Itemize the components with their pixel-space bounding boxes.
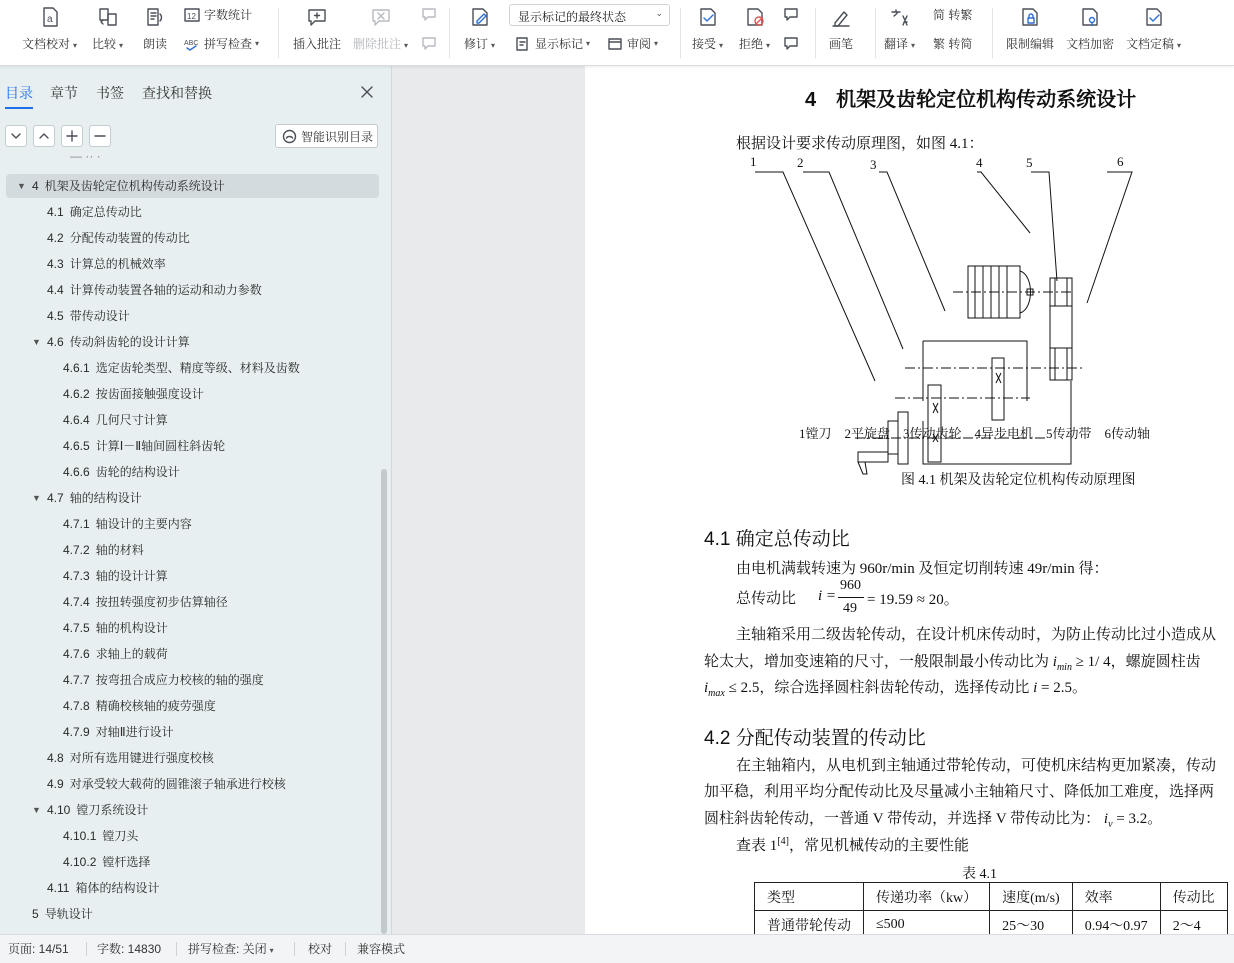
next-change-button[interactable] [783, 35, 803, 51]
toc-item-label: 传动斜齿轮的设计计算 [69, 335, 190, 349]
toc-item[interactable] [47, 331, 190, 353]
svg-text:12: 12 [187, 11, 196, 21]
toc-item[interactable] [63, 409, 168, 431]
spell-status-label: 拼写检查: 关闭 [188, 942, 267, 956]
ribbon-divider [449, 8, 450, 58]
s41-p4-text-2: = 2.5。 [1041, 680, 1087, 696]
review-icon [607, 36, 623, 52]
prev-comment-button[interactable] [421, 6, 441, 22]
toc-item[interactable] [63, 539, 144, 561]
draw-button[interactable] [829, 2, 853, 52]
ribbon-divider [680, 8, 681, 58]
s41-fraction-den: 49 [843, 601, 857, 616]
revise-icon [469, 6, 491, 28]
toc-item-number: 4.2 [47, 231, 64, 245]
toc-item-label: 带传动设计 [69, 309, 130, 323]
toc-item-label: 镗刀系统设计 [76, 803, 149, 817]
toc-item[interactable] [63, 617, 168, 639]
simplified-to-traditional-button[interactable] [933, 6, 972, 23]
s42-p4-text: 查表 1 [736, 838, 778, 854]
status-divider [294, 942, 295, 956]
chapter-title: 4 机架及齿轮定位机构传动系统设计 [805, 89, 1137, 111]
toc-item[interactable] [47, 487, 142, 509]
toc-item-number: 4.7.2 [63, 543, 90, 557]
chevron-up-icon [38, 130, 50, 142]
toc-item[interactable] [63, 669, 264, 691]
toc-item-label: 按扭转强度初步估算轴径 [95, 595, 228, 609]
delete-comment-icon [370, 6, 392, 28]
s41-p4-text: ≤ 2.5，综合选择圆柱斜齿轮传动，选择传动比 [728, 680, 1030, 696]
toc-item[interactable] [63, 513, 192, 535]
word-count-icon [184, 7, 200, 23]
toc-item-label: 轴的材料 [95, 543, 144, 557]
figure-number: 5 [1026, 155, 1033, 170]
citation-ref[interactable]: [4] [777, 836, 789, 847]
compare-label: 比较 [92, 37, 117, 51]
delete-comment-label: 删除批注 [353, 37, 402, 51]
toc-item-number: 4.8 [47, 751, 64, 765]
transmission-diagram [745, 151, 1165, 456]
table-title: 表 4.1 [962, 867, 997, 882]
toc-item-label: 精确校核轴的疲劳强度 [95, 699, 216, 713]
prev-comment-icon [421, 6, 437, 22]
accept-label: 接受 [692, 37, 717, 51]
ribbon-divider [815, 8, 816, 58]
s42-paragraph-2: 加平稳，利用平均分配传动比及尽量减小主轴箱尺寸、降低加工难度，选择两 [704, 784, 1215, 800]
toc-item-label: 轴的结构设计 [69, 491, 142, 505]
ribbon-toolbar [0, 0, 1234, 66]
toc-item[interactable] [47, 253, 166, 275]
prev-change-icon [783, 6, 799, 22]
toc-item[interactable] [63, 565, 168, 587]
word-count-button[interactable] [184, 6, 252, 23]
s41-ratio-label: 总传动比 [736, 591, 797, 607]
toc-item[interactable] [47, 201, 142, 223]
show-markup-button[interactable]: 显示标记 ▾ [515, 35, 590, 52]
toc-item-number: 4.7.5 [63, 621, 90, 635]
doc-proof-icon [39, 6, 61, 28]
accept-button[interactable]: 接受 ▾ [692, 2, 723, 52]
s42-p4-text-2: ，常见机械传动的主要性能 [788, 838, 969, 854]
toc-item-label: 计算传动装置各轴的运动和动力参数 [69, 283, 262, 297]
doc-proof-button[interactable]: a 文档校对 ▾ [22, 2, 77, 52]
toc-item[interactable] [63, 643, 168, 665]
read-aloud-label: 朗读 [143, 37, 168, 51]
page-indicator[interactable]: 页面: 14/51 [8, 942, 69, 956]
s41-p3-text: 轮太大，增加变速箱的尺寸，一般限制最小传动比为 [704, 654, 1050, 670]
read-aloud-button[interactable] [143, 2, 167, 52]
prev-change-button[interactable] [783, 6, 803, 22]
navigation-panel [0, 66, 392, 934]
markup-mode-value: 显示标记的最终状态 [518, 10, 627, 24]
toc-item-number: 4.7.8 [63, 699, 90, 713]
s42-paragraph-4 [736, 834, 969, 855]
toc-item-number: 4.1 [47, 205, 64, 219]
table-cell: 普通带轮传动 [755, 911, 864, 939]
table-cell: 0.94～0.97 [1072, 911, 1160, 939]
toc-item[interactable] [63, 825, 138, 847]
s41-ratio-symbol: i = [818, 588, 837, 604]
toc-item-label: 计算总的机械效率 [69, 257, 166, 271]
table-header-cell: 速度(m/s) [990, 883, 1073, 911]
compat-mode-status: 兼容模式 [357, 942, 406, 956]
toc-item-partial: — ·· · [70, 149, 101, 163]
performance-table [754, 882, 1228, 939]
svg-text:ABC: ABC [184, 39, 199, 47]
expand-toggle-icon[interactable]: ▼ [32, 805, 41, 815]
compare-icon [97, 6, 119, 28]
s42-paragraph-1: 在主轴箱内，从电机到主轴通过带轮传动，可使机床结构更加紧凑，传动 [736, 758, 1217, 774]
toc-item[interactable] [63, 721, 174, 743]
insert-comment-label: 插入批注 [293, 37, 342, 51]
trad-simp-label: 繁 转简 [933, 37, 973, 51]
word-count-label: 字数统计 [204, 8, 253, 22]
table-header-cell: 效率 [1072, 883, 1160, 911]
s42-p3-text-2: = 3.2。 [1116, 811, 1163, 827]
table-cell: 25～30 [990, 911, 1073, 939]
spell-check-label: 拼写检查 [204, 37, 253, 51]
doc-encrypt-button[interactable] [1066, 2, 1114, 52]
spell-check-status[interactable]: 拼写检查: 关闭 ▾ [188, 942, 274, 956]
next-comment-button[interactable] [421, 35, 441, 51]
toc-item-label: 确定总传动比 [69, 205, 142, 219]
expand-all-button[interactable] [5, 125, 27, 147]
insert-comment-button[interactable] [293, 2, 341, 52]
doc-encrypt-label: 文档加密 [1066, 37, 1115, 51]
s41-paragraph-2: 主轴箱采用二级齿轮传动，在设计机床传动时，为防止传动比过小造成从 [736, 627, 1217, 643]
figure-number: 4 [976, 155, 983, 170]
toc-item-label: 求轴上的载荷 [95, 647, 168, 661]
toc-item-label: 导轨设计 [44, 907, 93, 921]
compare-button[interactable]: 比较 ▾ [92, 2, 123, 52]
expand-toggle-icon[interactable]: ▼ [17, 181, 26, 191]
doc-finalize-label: 文档定稿 [1126, 37, 1175, 51]
restrict-edit-label: 限制编辑 [1006, 37, 1055, 51]
toc-item-number: 4.11 [47, 881, 70, 895]
reject-label: 拒绝 [739, 37, 764, 51]
document-page[interactable] [585, 66, 1234, 934]
intro-paragraph: 根据设计要求传动原理图，如图 4.1： [736, 136, 984, 152]
toc-item-number: 4.10.2 [63, 855, 97, 869]
pen-icon [830, 6, 852, 28]
toc-item-number: 4.10 [47, 803, 71, 817]
plus-icon [66, 130, 78, 142]
figure-number: 3 [870, 157, 877, 172]
toc-item-label: 对轴Ⅱ进行设计 [95, 725, 174, 739]
toc-item-number: 4.6 [47, 335, 64, 349]
demote-level-button[interactable] [89, 125, 111, 147]
toc-item[interactable] [63, 695, 216, 717]
toc-item-label: 分配传动装置的传动比 [69, 231, 190, 245]
ribbon-divider [992, 8, 993, 58]
toc-item-number: 4.6.5 [63, 439, 90, 453]
s41-paragraph-1: 由电机满载转速为 960r/min 及恒定切削转速 49r/min 得： [736, 561, 1109, 577]
toc-item-label: 对承受较大载荷的圆锥滚子轴承进行校核 [69, 777, 286, 791]
s41-paragraph-3: 轮太大，增加变速箱的尺寸，一般限制最小传动比为 $i_{min} \ge 1/$ 4，螺旋圆柱齿 [704, 654, 1201, 673]
lock-document-icon [1019, 6, 1041, 28]
markup-mode-select[interactable] [509, 4, 670, 26]
draw-label: 画笔 [829, 37, 854, 51]
toc-item-label: 几何尺寸计算 [95, 413, 168, 427]
finalize-document-icon [1143, 6, 1165, 28]
toc-item[interactable] [63, 357, 300, 379]
toc-item[interactable] [47, 799, 148, 821]
translate-icon [889, 6, 911, 28]
toc-item-number: 4.3 [47, 257, 64, 271]
toc-item-number: 4.7 [47, 491, 64, 505]
status-bar [0, 934, 1234, 963]
toc-item-number: 4.4 [47, 283, 64, 297]
insert-comment-icon [306, 6, 328, 28]
smart-toc-button[interactable] [275, 124, 378, 148]
toc-item-number: 4.7.3 [63, 569, 90, 583]
toc-item-label: 箱体的结构设计 [75, 881, 160, 895]
smart-recognize-icon [282, 129, 297, 144]
svg-text:a: a [46, 14, 53, 25]
reject-button[interactable]: 拒绝 ▾ [739, 2, 770, 52]
s42-p3-text: 圆柱斜齿轮传动，一普通 V 带传动，并选择 V 带传动比为： [704, 811, 1101, 827]
s41-p3-text-2: ≥ 1/ 4，螺旋圆柱齿 [1075, 654, 1201, 670]
toc-item-label: 按齿面接触强度设计 [95, 387, 204, 401]
toc-item-number: 4.6.4 [63, 413, 90, 427]
toc-item-label: 选定齿轮类型、精度等级、材料及齿数 [95, 361, 300, 375]
expand-toggle-icon[interactable]: ▼ [32, 337, 41, 347]
translate-button[interactable]: 翻译 ▾ [884, 2, 915, 52]
toc-item-number: 4.7.4 [63, 595, 90, 609]
review-button[interactable]: 审阅 ▾ [607, 35, 658, 52]
toc-item[interactable] [32, 175, 225, 197]
next-change-icon [783, 35, 799, 51]
doc-proof-label: 文档校对 [22, 37, 71, 51]
active-tab-indicator [5, 107, 33, 109]
toc-item-label: 镗杆选择 [102, 855, 151, 869]
smart-toc-label: 智能识别目录 [301, 129, 374, 144]
close-icon[interactable] [358, 83, 376, 101]
table-header-row [755, 883, 1228, 911]
revise-label: 修订 [464, 37, 489, 51]
translate-label: 翻译 [884, 37, 909, 51]
next-comment-icon [421, 35, 437, 51]
toc-item-number: 4.9 [47, 777, 64, 791]
toc-item[interactable] [47, 877, 159, 899]
figure-number: 2 [797, 155, 804, 170]
toc-item-label: 轴的设计计算 [95, 569, 168, 583]
proof-status[interactable]: 校对 [308, 942, 333, 956]
table-cell: 2～4 [1160, 911, 1227, 939]
toc-item-label: 镗刀头 [102, 829, 139, 843]
word-count-status[interactable]: 字数: 14830 [97, 942, 162, 956]
ribbon-divider [875, 8, 876, 58]
spell-check-button[interactable]: ABC 拼写检查 ▾ [184, 37, 260, 51]
toc-item-label: 轴设计的主要内容 [95, 517, 192, 531]
restrict-edit-button[interactable] [1006, 2, 1054, 52]
toc-item-number: 4.5 [47, 309, 64, 323]
toc-item[interactable] [47, 305, 130, 327]
s41-fraction-num: 960 [840, 578, 861, 593]
toc-item-number: 4.7.1 [63, 517, 90, 531]
table-cell: ≤500 [864, 911, 990, 939]
tab-chapters[interactable]: 章节 [50, 85, 78, 101]
toc-item[interactable] [47, 227, 190, 249]
revise-button[interactable]: 修订 ▾ [464, 2, 495, 52]
read-aloud-icon [144, 6, 166, 28]
s41-result: = 19.59 ≈ 20。 [867, 592, 959, 608]
fraction-bar [838, 597, 864, 598]
toc-item-number: 4.10.1 [63, 829, 97, 843]
table-header-cell: 类型 [755, 883, 864, 911]
promote-level-button[interactable] [61, 125, 83, 147]
toc-item-label: 机架及齿轮定位机构传动系统设计 [44, 179, 225, 193]
tab-find-replace[interactable]: 查找和替换 [142, 85, 212, 101]
minus-icon [94, 130, 106, 142]
toc-item[interactable] [63, 851, 150, 873]
figure-legend: 1镗刀 2平旋盘 3传动齿轮 4异步电机 5传动带 6传动轴 [799, 426, 1151, 441]
s42-paragraph-3: 圆柱斜齿轮传动，一普通 V 带传动，并选择 V 带传动比为： $i_v = 3.2$。 [704, 811, 1163, 830]
toc-item-label: 轴的机构设计 [95, 621, 168, 635]
toc-item[interactable] [63, 461, 180, 483]
s41-paragraph-4: $i_{max} \le 2.5$，综合选择圆柱斜齿轮传动，选择传动比 i = 2.5。 [704, 680, 1087, 699]
chevron-down-icon [10, 130, 22, 142]
toc-item-number: 4 [32, 179, 39, 193]
ratio-i: i [818, 588, 823, 604]
status-divider [86, 942, 87, 956]
toc-item-label: 对所有选用键进行强度校核 [69, 751, 214, 765]
toc-item-label: 计算Ⅰ－Ⅱ轴间圆柱斜齿轮 [95, 439, 226, 453]
figure-caption: 图 4.1 机架及齿轮定位机构传动原理图 [901, 473, 1136, 488]
review-label: 审阅 [627, 37, 652, 51]
tab-bookmarks[interactable]: 书签 [96, 85, 124, 101]
figure-number: 6 [1117, 154, 1124, 169]
toc-item-number: 4.6.1 [63, 361, 90, 375]
toc-item-number: 5 [32, 907, 39, 921]
panel-scrollbar[interactable] [381, 469, 387, 934]
toc-item[interactable] [47, 279, 262, 301]
figure-number: 1 [750, 154, 757, 169]
show-markup-label: 显示标记 [535, 37, 584, 51]
toc-list [0, 149, 392, 934]
show-markup-icon [515, 36, 531, 52]
doc-finalize-button[interactable]: 文档定稿 ▾ [1126, 2, 1181, 52]
reject-icon [744, 6, 766, 28]
tab-toc[interactable]: 目录 [5, 85, 33, 101]
encrypt-document-icon [1079, 6, 1101, 28]
toc-item[interactable] [47, 773, 286, 795]
status-divider [345, 942, 346, 956]
accept-icon [697, 6, 719, 28]
toc-item-number: 4.6.6 [63, 465, 90, 479]
chevron-down-icon: ⌄ [655, 8, 663, 18]
table-header-cell: 传递功率（kw） [864, 883, 990, 911]
toc-item[interactable] [32, 903, 93, 925]
delete-comment-button[interactable]: 删除批注 ▾ [353, 2, 408, 52]
section-4-2-title: 4.2 分配传动装置的传动比 [704, 728, 926, 749]
toc-item-label: 齿轮的结构设计 [95, 465, 180, 479]
simp-trad-label: 简 转繁 [933, 8, 973, 22]
toc-item[interactable] [47, 747, 214, 769]
toc-item-number: 4.6.2 [63, 387, 90, 401]
toc-item-number: 4.7.6 [63, 647, 90, 661]
toc-item[interactable] [63, 591, 228, 613]
toc-item-number: 4.7.9 [63, 725, 90, 739]
expand-toggle-icon[interactable]: ▼ [32, 493, 41, 503]
toc-item-label: 按弯扭合成应力校核的轴的强度 [95, 673, 264, 687]
collapse-all-button[interactable] [33, 125, 55, 147]
spell-check-icon [184, 36, 200, 52]
toc-item-number: 4.7.7 [63, 673, 90, 687]
ribbon-divider [278, 8, 279, 58]
table-header-cell: 传动比 [1160, 883, 1227, 911]
toc-item[interactable] [63, 383, 204, 405]
traditional-to-simplified-button[interactable] [933, 35, 972, 52]
toc-item[interactable] [63, 435, 225, 457]
status-divider [176, 942, 177, 956]
section-4-1-title: 4.1 确定总传动比 [704, 529, 850, 550]
